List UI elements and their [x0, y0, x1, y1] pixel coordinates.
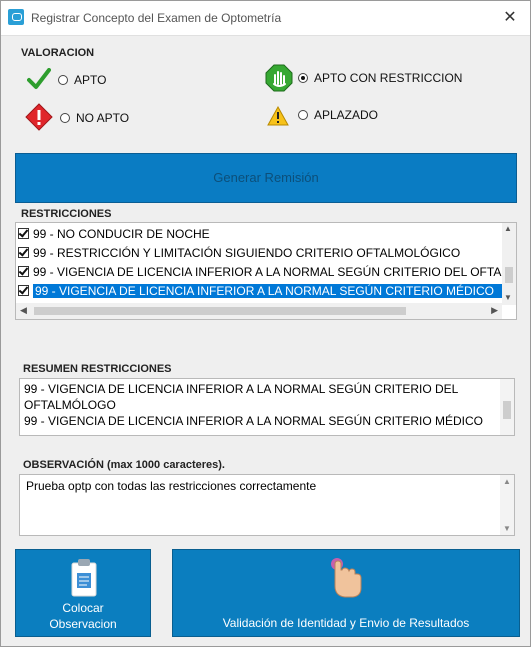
- scroll-down-arrow-icon[interactable]: ▼: [504, 293, 512, 302]
- checkbox[interactable]: [18, 266, 29, 277]
- scroll-right-arrow-icon[interactable]: ▶: [491, 305, 498, 315]
- resumen-textarea[interactable]: [19, 378, 515, 436]
- valoracion-label: VALORACION: [21, 47, 95, 59]
- app-icon: [8, 9, 24, 25]
- red-alert-icon: [25, 103, 53, 131]
- scroll-thumb[interactable]: [505, 267, 513, 283]
- scroll-thumb[interactable]: [503, 401, 511, 419]
- validacion-label: Validación de Identidad y Envio de Resultados: [222, 616, 470, 630]
- colocar-observacion-label: [16, 600, 150, 632]
- radio-dot: [60, 113, 70, 123]
- colocar-observacion-button[interactable]: [15, 549, 151, 637]
- scroll-down-arrow-icon[interactable]: ▼: [503, 524, 511, 533]
- radio-aplazado[interactable]: [298, 108, 378, 122]
- fingerprint-touch-icon: [321, 556, 365, 600]
- scroll-left-arrow-icon[interactable]: ◀: [20, 305, 27, 315]
- radio-dot: [298, 73, 308, 83]
- radio-dot: [298, 110, 308, 120]
- restriccion-text: 99 - NO CONDUCIR DE NOCHE: [33, 226, 210, 241]
- generar-remision-button[interactable]: Generar Remisión: [15, 153, 517, 203]
- resumen-scrollbar[interactable]: [500, 379, 514, 435]
- radio-apto-con-restriccion[interactable]: [298, 71, 462, 85]
- warning-icon: [267, 106, 289, 126]
- checkbox[interactable]: [18, 247, 29, 258]
- resumen-line: 99 - VIGENCIA DE LICENCIA INFERIOR A LA NORMAL SEGÚN CRITERIO DEL: [24, 382, 459, 396]
- radio-dot: [58, 75, 68, 85]
- resumen-line: 99 - VIGENCIA DE LICENCIA INFERIOR A LA NORMAL SEGÚN CRITERIO MÉDICO: [24, 414, 483, 428]
- title-bar: [1, 1, 530, 36]
- restriccion-item[interactable]: [16, 224, 210, 243]
- radio-no-apto[interactable]: [60, 111, 129, 125]
- scroll-up-arrow-icon[interactable]: ▲: [503, 477, 511, 486]
- restriccion-item[interactable]: [16, 243, 460, 262]
- close-button[interactable]: ✕: [503, 9, 517, 26]
- restricciones-vertical-scrollbar[interactable]: [502, 223, 516, 305]
- observacion-textarea[interactable]: [19, 474, 515, 536]
- restriccion-text: 99 - VIGENCIA DE LICENCIA INFERIOR A LA NORMAL SEGÚN CRITERIO MÉDICO: [33, 284, 502, 298]
- restricciones-horizontal-scrollbar[interactable]: [16, 303, 502, 319]
- stop-hand-icon: [265, 64, 293, 92]
- resumen-line: OFTALMÓLOGO: [24, 398, 116, 412]
- validacion-identidad-button[interactable]: [172, 549, 520, 637]
- colocar-line2: Observacion: [49, 617, 117, 631]
- restriccion-item-selected[interactable]: [16, 281, 502, 300]
- radio-apto-label: APTO: [74, 73, 107, 87]
- restriccion-text: 99 - VIGENCIA DE LICENCIA INFERIOR A LA NORMAL SEGÚN CRITERIO DEL OFTA: [33, 264, 502, 279]
- colocar-line1: Colocar: [62, 601, 104, 615]
- checkbox[interactable]: [18, 228, 29, 239]
- restricciones-label: RESTRICCIONES: [21, 208, 112, 220]
- radio-no-apto-label: NO APTO: [76, 111, 130, 125]
- radio-apto-con-restriccion-label: APTO CON RESTRICCION: [314, 71, 463, 85]
- restriccion-text: 99 - RESTRICCIÓN Y LIMITACIÓN SIGUIENDO CRITERIO OFTALMOLÓGICO: [33, 245, 461, 260]
- scroll-up-arrow-icon[interactable]: ▲: [504, 224, 512, 233]
- observacion-value: Prueba optp con todas las restricciones correctamente: [26, 479, 317, 493]
- observacion-scrollbar[interactable]: [500, 475, 514, 535]
- restricciones-list[interactable]: [15, 222, 517, 320]
- resumen-label: RESUMEN RESTRICCIONES: [23, 363, 172, 375]
- observacion-label: OBSERVACIÓN (max 1000 caracteres).: [23, 459, 225, 471]
- radio-apto[interactable]: [58, 73, 106, 87]
- restriccion-item[interactable]: [16, 262, 501, 281]
- window-title: Registrar Concepto del Examen de Optometría: [31, 11, 282, 25]
- clipboard-icon: [69, 558, 99, 598]
- green-check-icon: [27, 68, 51, 90]
- radio-aplazado-label: APLAZADO: [314, 108, 379, 122]
- checkbox[interactable]: [18, 285, 29, 296]
- scroll-thumb[interactable]: [34, 307, 406, 315]
